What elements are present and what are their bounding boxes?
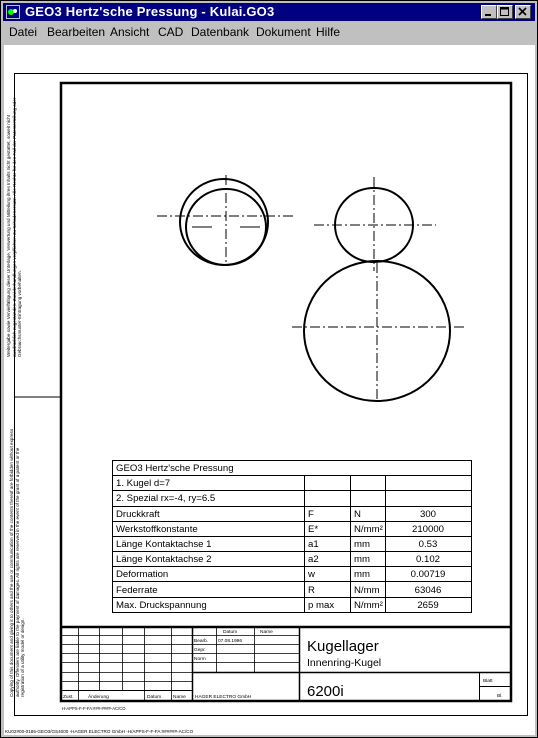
- row-symbol: E*: [308, 524, 319, 535]
- row-symbol: a2: [308, 554, 319, 565]
- close-icon: [518, 7, 528, 17]
- row-unit: N: [354, 509, 361, 520]
- row-unit: mm: [354, 539, 370, 550]
- menu-datenbank[interactable]: Datenbank: [191, 25, 250, 39]
- close-button[interactable]: [515, 5, 531, 19]
- row-value: 0.102: [415, 554, 441, 565]
- row-label: Länge Kontaktachse 2: [116, 554, 212, 565]
- app-icon[interactable]: [6, 5, 20, 19]
- row-label: Druckkraft: [116, 509, 160, 520]
- drawing-number: 6200i: [307, 683, 344, 700]
- row-unit: N/mm²: [354, 524, 383, 535]
- menu-cad[interactable]: CAD: [158, 25, 184, 39]
- row-label: Länge Kontaktachse 1: [116, 539, 212, 550]
- row-unit: mm: [354, 569, 370, 580]
- name-header: Name: [260, 630, 273, 635]
- bearb-date: 07.08.1996: [218, 639, 243, 644]
- drawing-sheet[interactable]: [4, 45, 535, 735]
- row-value: 2659: [417, 600, 439, 611]
- footer-code: H-APPS-F-F-FA:###-####-AC/CO: [62, 706, 126, 711]
- name-label: Name: [173, 695, 186, 700]
- document-view[interactable]: [4, 45, 535, 735]
- table-line-spezial: 2. Spezial rx=-4, ry=6.5: [116, 493, 216, 504]
- copyright-note-de: [6, 97, 46, 357]
- row-symbol: w: [308, 569, 315, 580]
- table-line-kugel: 1. Kugel d=7: [116, 478, 171, 489]
- row-symbol: F: [308, 509, 314, 520]
- minimize-icon: [484, 7, 494, 17]
- row-value: 0.53: [418, 539, 438, 550]
- datum-label: Datum: [147, 695, 162, 700]
- bl-label: Bl.: [497, 694, 503, 699]
- sheet-border: [15, 74, 528, 716]
- menu-bar: [3, 22, 535, 42]
- row-value: 300: [419, 509, 437, 520]
- menu-bearbeiten[interactable]: Bearbeiten: [47, 25, 106, 39]
- minimize-button[interactable]: [481, 5, 497, 19]
- row-value: 210000: [411, 524, 445, 535]
- row-unit: N/mm²: [354, 600, 383, 611]
- row-value: 0.00719: [410, 569, 446, 580]
- datum-header: Datum: [223, 630, 238, 635]
- copyright-text-en: Copying of this document and giving it to others and the use or communication of the contents thereof are forbidden without express authority. Offenders are liable to the payment of damages. All rights are reserved in the event of the grant of a patent or the registration of a utility model or design.: [9, 428, 26, 697]
- menu-dokument[interactable]: Dokument: [256, 25, 311, 39]
- window-title: GEO3 Hertz'sche Pressung - Kulai.GO3: [25, 4, 275, 19]
- maximize-icon: [500, 7, 510, 17]
- gepr-label: Gepr.: [194, 648, 206, 653]
- norm-label: Norm: [194, 657, 206, 662]
- copyright-text-de: Weitergabe sowie Vervielfältigung dieser Unterlage, Verwertung und Mitteilung ihres Inhalts nicht gestattet, soweit nicht ausdrücklich zugestanden. Zuwiderhandlungen verpflichten zu Schadenersatz. Alle Rechte für den Fall der Patenterteilung oder Gebrauchsmuster-Eintragung vorbehalten.: [6, 97, 23, 357]
- row-symbol: p max: [308, 600, 335, 611]
- row-label: Deformation: [116, 569, 169, 580]
- row-value: 63046: [414, 585, 442, 596]
- drawing-subtitle: Innenring-Kugel: [307, 657, 382, 669]
- menu-hilfe[interactable]: Hilfe: [316, 25, 341, 39]
- company-name: HAGER ELECTRO GmbH: [195, 695, 252, 700]
- copyright-note-en: [9, 427, 49, 697]
- maximize-button[interactable]: [497, 5, 513, 19]
- menu-datei[interactable]: Datei: [9, 25, 38, 39]
- footer-path: KU02#00-0185-GEO3/GS4000 -HAGER ELECTRO GmbH -H/APPS-F-F-FA:######-AC/CO: [5, 729, 194, 734]
- bearb-label: Bearb.: [194, 639, 209, 644]
- row-label: Max. Druckspannung: [116, 600, 207, 611]
- row-label: Werkstoffkonstante: [116, 524, 198, 535]
- drawing-title: Kugellager: [307, 638, 379, 655]
- row-label: Federrate: [116, 585, 158, 596]
- blatt-label: Blatt: [483, 679, 493, 684]
- row-symbol: a1: [308, 539, 319, 550]
- zust-label: Zust.: [63, 695, 74, 700]
- row-unit: mm: [354, 554, 370, 565]
- title-bar[interactable]: [3, 3, 535, 21]
- table-title: GEO3 Hertz'sche Pressung: [116, 463, 234, 474]
- row-unit: N/mm: [354, 585, 380, 596]
- row-symbol: R: [308, 585, 315, 596]
- menu-ansicht[interactable]: Ansicht: [110, 25, 150, 39]
- aenderung-label: Änderung: [88, 695, 109, 700]
